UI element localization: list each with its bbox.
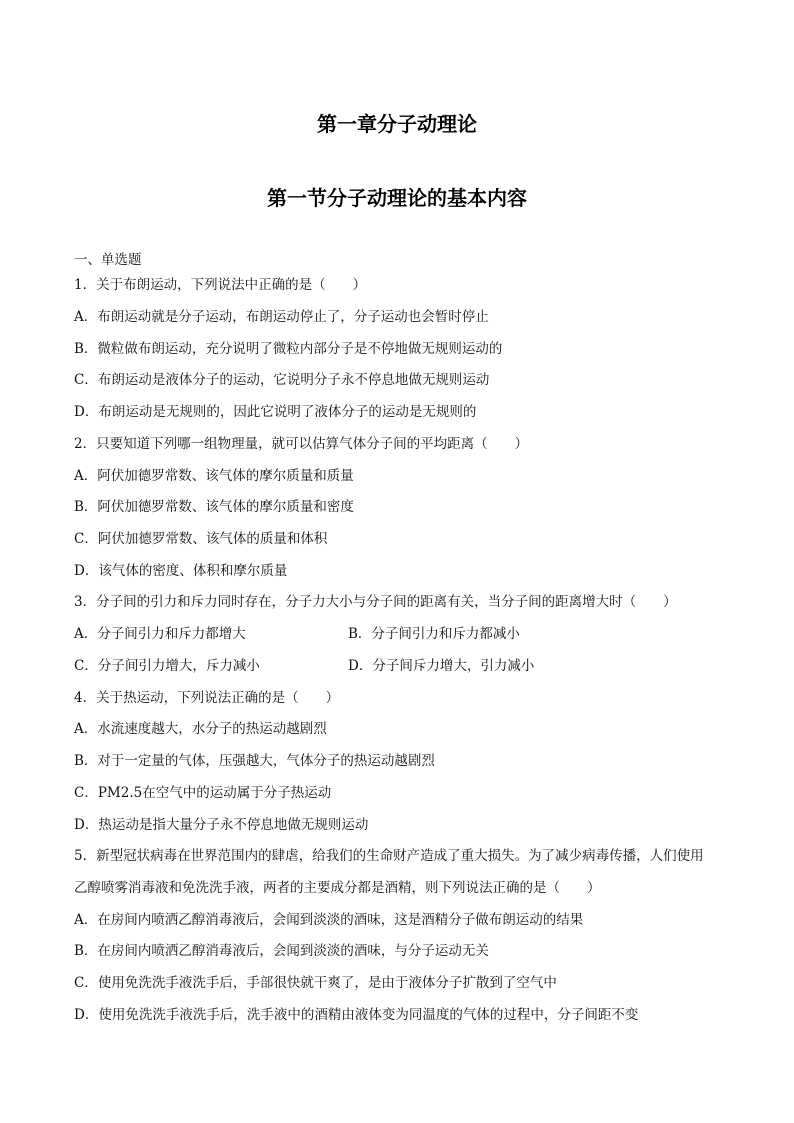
question-4-option-c: C．PM2.5在空气中的运动属于分子热运动 [74,785,332,801]
section-heading: 一、单选题 [74,252,142,268]
question-3-stem: 3．分子间的引力和斥力同时存在，分子力大小与分子间的距离有关，当分子间的距离增大时（ ） [74,594,677,610]
question-4-option-d: D．热运动是指大量分子永不停息地做无规则运动 [74,817,369,833]
question-3-option-c: C．分子间引力增大，斥力减小 [74,658,260,674]
section-title: 第一节分子动理论的基本内容 [267,186,527,210]
question-4-stem: 4．关于热运动，下列说法正确的是（ ） [74,690,340,706]
question-1-option-b: B．微粒做布朗运动，充分说明了微粒内部分子是不停地做无规则运动的 [74,341,503,357]
question-4-option-b: B．对于一定量的气体，压强越大，气体分子的热运动越剧烈 [74,753,435,769]
question-3-option-b: B．分子间引力和斥力都减小 [348,626,520,642]
chapter-title: 第一章分子动理论 [317,112,477,136]
question-1-stem: 1．关于布朗运动，下列说法中正确的是（ ） [74,277,367,293]
question-5-option-a: A．在房间内喷洒乙醇消毒液后，会闻到淡淡的酒味，这是酒精分子做布朗运动的结果 [74,912,584,928]
question-2-option-a: A．阿伏加德罗常数、该气体的摩尔质量和质量 [74,468,354,484]
question-5-option-d: D．使用免洗洗手液洗手后，洗手液中的酒精由液体变为同温度的气体的过程中，分子间距不变 [74,1007,639,1023]
question-1-option-c: C．布朗运动是液体分子的运动，它说明分子永不停息地做无规则运动 [74,372,490,388]
question-3-option-d: D．分子间斥力增大，引力减小 [348,658,535,674]
question-2-option-d: D．该气体的密度、体积和摩尔质量 [74,563,288,579]
question-2-option-c: C．阿伏加德罗常数、该气体的质量和体积 [74,531,328,547]
question-5-stem-line-1: 5．新型冠状病毒在世界范围内的肆虐，给我们的生命财产造成了重大损失。为了减少病毒传播，人们使用 [74,848,704,864]
question-4-option-a: A．水流速度越大，水分子的热运动越剧烈 [74,721,327,737]
question-1-option-d: D．布朗运动是无规则的，因此它说明了液体分子的运动是无规则的 [74,404,477,420]
question-1-option-a: A．布朗运动就是分子运动，布朗运动停止了，分子运动也会暂时停止 [74,309,489,325]
question-5-option-b: B．在房间内喷洒乙醇消毒液后，会闻到淡淡的酒味，与分子运动无关 [74,943,489,959]
question-5-stem-line-2: 乙醇喷雾消毒液和免洗洗手液，两者的主要成分都是酒精，则下列说法正确的是（ ） [74,880,601,896]
question-2-option-b: B．阿伏加德罗常数、该气体的摩尔质量和密度 [74,499,354,515]
question-5-option-c: C．使用免洗洗手液洗手后，手部很快就干爽了，是由于液体分子扩散到了空气中 [74,975,557,991]
question-2-stem: 2．只要知道下列哪一组物理量，就可以估算气体分子间的平均距离（ ） [74,436,529,452]
question-3-option-a: A．分子间引力和斥力都增大 [74,626,246,642]
